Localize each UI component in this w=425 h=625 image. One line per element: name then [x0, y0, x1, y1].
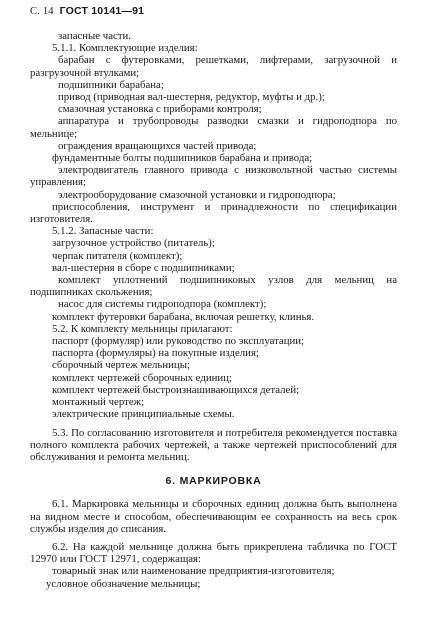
text-line: ограждения вращающихся частей привода; [58, 139, 257, 152]
text-line: электрооборудование смазочной установки и гидроподпора; [58, 188, 336, 201]
text-line: условное обозначение мельницы; [46, 577, 201, 590]
text-line: фундаментные болты подшипников барабана и привода; [52, 152, 313, 165]
text-line: вал-шестерня в сборе с подшипниками; [52, 261, 235, 274]
text-line: комплект чертежей сборочных единиц; [52, 371, 232, 384]
text-line: комплект уплотнений подшипниковых узлов для мельниц на подшипниках скольжения; [30, 274, 397, 299]
paragraph-6-2: 6.2. На каждой мельнице должна быть прикреплена табличка по ГОСТ 12970 или ГОСТ 12971, содержащая: [30, 540, 397, 566]
text-line: электрические принципиальные схемы. [52, 408, 235, 421]
text-line: 5.1.2. Запасные части: [52, 225, 154, 238]
text-line: запасные части. [58, 30, 132, 42]
text-line: электродвигатель главного привода с низковольтной частью системы управления; [30, 164, 397, 189]
standard-code: ГОСТ 10141—91 [59, 5, 145, 17]
page-number: С. 14 [30, 6, 54, 17]
text-line: насос для системы гидроподпора (комплект); [58, 298, 267, 311]
text-line: приспособления, инструмент и принадлежности по спецификации изготовителя. [30, 200, 397, 226]
text-line: товарный знак или наименование предприятия-изготовителя; [52, 565, 335, 578]
paragraph-6-1: 6.1. Маркировка мельницы и сборочных единиц должна быть выполнена на видном месте и способом, обеспечивающим ее сохранность на весь срок службы изделия до списания. [30, 498, 397, 535]
text-line: загрузочное устройство (питатель); [52, 237, 215, 250]
text-line: подшипники барабана; [58, 78, 164, 91]
document-body [30, 30, 397, 590]
text-line: аппаратура и трубопроводы разводки смазки и гидроподпора по мельнице; [30, 115, 397, 140]
text-line: сборочный чертеж мельницы; [52, 359, 190, 372]
text-line: смазочная установка с приборами контроля; [58, 103, 262, 116]
text-line: комплект чертежей быстроизнашивающихся деталей; [52, 383, 300, 396]
paragraph-5-3: 5.3. По согласованию изготовителя и потребителя рекомендуется поставка полного комплекта рабочих чертежей, а также чертежей приспособлений для обслуживания и ремонта мельниц. [30, 426, 397, 463]
text-line: паспорта (формуляры) на покупные изделия; [52, 347, 259, 360]
text-line: комплект футеровки барабана, включая решетку, клинья. [52, 310, 315, 323]
text-line: паспорт (формуляр) или руководство по эксплуатации; [52, 335, 305, 348]
text-line: 5.2. К комплекту мельницы прилагают: [52, 322, 233, 335]
text-line: 5.1.1. Комплектующие изделия: [52, 42, 198, 55]
section-title: 6. МАРКИРОВКА [165, 475, 262, 488]
text-line: черпак питателя (комплект); [52, 249, 183, 262]
text-line: барабан с футеровками, решетками, лифтерами, загрузочной и разгрузочной втулками; [30, 54, 397, 79]
text-line: монтажный чертеж; [52, 396, 145, 409]
text-line: привод (приводная вал-шестерня, редуктор, муфты и др.); [58, 91, 325, 104]
page-header [30, 5, 144, 17]
